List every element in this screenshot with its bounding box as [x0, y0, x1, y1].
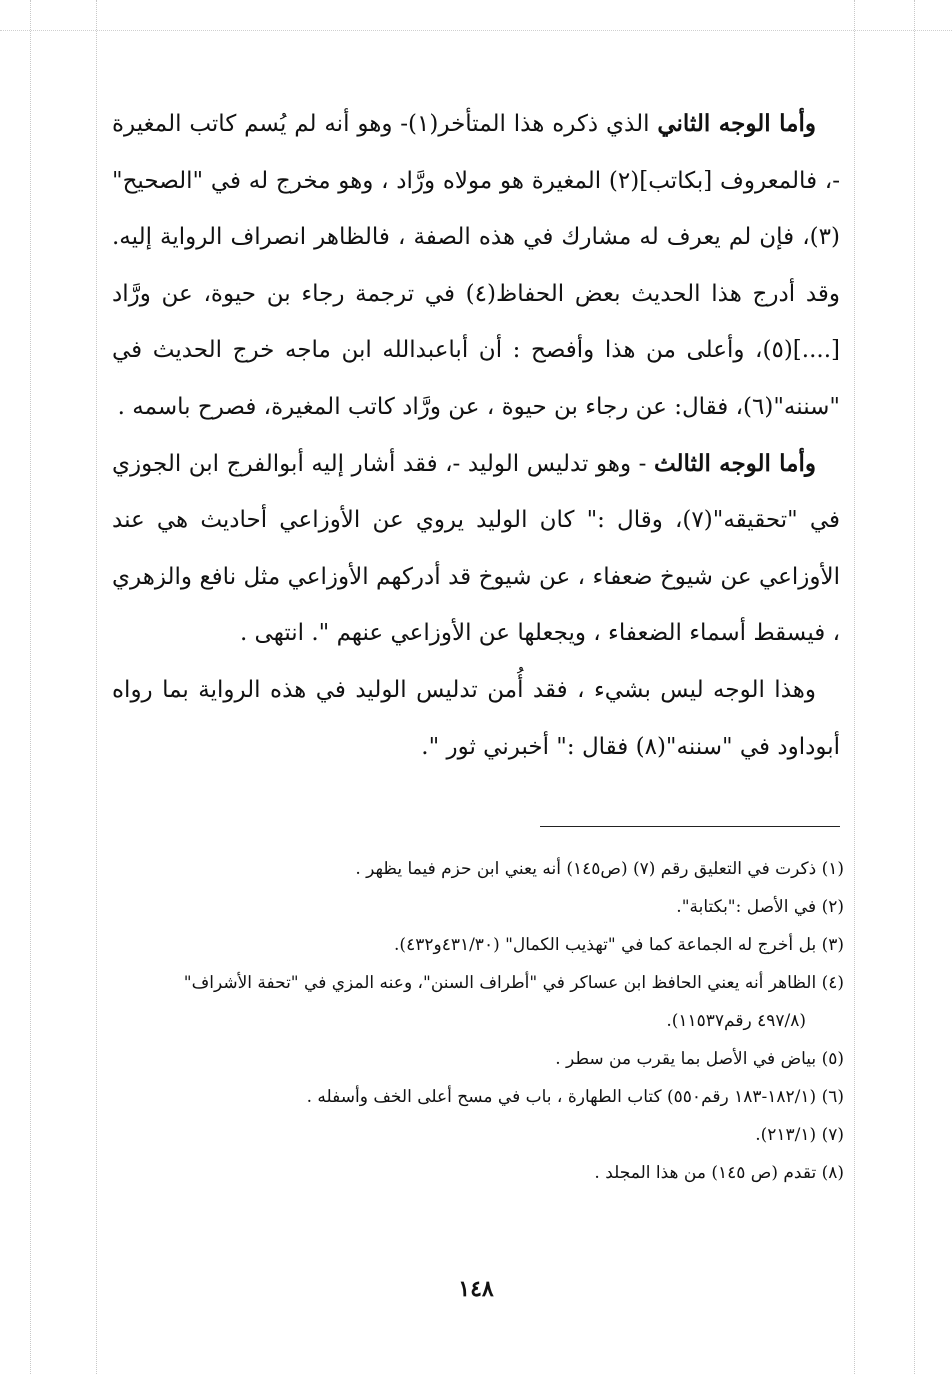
scan-guide-line — [30, 0, 31, 1374]
footnote-text-continuation: (٤٩٧/٨ رقم١١٥٣٧). — [666, 1011, 806, 1031]
footnote-text: (٢) في الأصل :"بكتابة". — [676, 897, 844, 917]
paragraph-lead: وأما الوجه الثالث — [653, 449, 816, 477]
footnote-5 — [112, 1040, 844, 1078]
paragraph-2 — [112, 436, 840, 662]
page-number: ١٤٨ — [458, 1276, 494, 1302]
footnote-text: (٤) الظاهر أنه يعني الحافظ ابن عساكر في "أطراف السنن"، وعنه المزي في "تحفة الأشراف" — [183, 973, 844, 993]
footnote-4 — [112, 964, 844, 1040]
footnote-text: (٨) تقدم (ص ١٤٥) من هذا المجلد . — [594, 1163, 844, 1183]
footnote-text: (١) ذكرت في التعليق رقم (٧) (ص١٤٥) أنه يعني ابن حزم فيما يظهر . — [355, 859, 844, 879]
footnote-1 — [112, 850, 844, 888]
main-text — [112, 96, 840, 775]
footnote-text: (٥) بياض في الأصل بما يقرب من سطر . — [555, 1049, 844, 1069]
scan-guide-line — [914, 0, 915, 1374]
paragraph-3 — [112, 662, 840, 775]
scan-guide-line — [854, 0, 855, 1374]
paragraph-body: - وهو تدليس الوليد -، فقد أشار إليه أبوالفرج ابن الجوزي في "تحقيقه"(٧)، وقال :" كان الوليد يروي عن الأوزاعي أحاديث هي عند الأوزاعي عن شيوخ ضعفاء ، عن شيوخ قد أدركهم الأوزاعي مثل نافع والزهري ، فيسقط أسماء الضعفاء ، ويجعلها عن الأوزاعي عنهم ". انتهى . — [112, 450, 840, 647]
paragraph-lead: وأما الوجه الثاني — [657, 110, 816, 137]
footnotes — [112, 850, 844, 1192]
footnote-6 — [112, 1078, 844, 1116]
footnote-text: (٣) بل أخرج له الجماعة كما في "تهذيب الكمال" (٤٣١/٣٠و٤٣٢). — [394, 935, 844, 955]
footnote-text: (٧) (٢١٣/١). — [755, 1125, 844, 1145]
footnote-8 — [112, 1154, 844, 1192]
scan-guide-line — [96, 0, 97, 1374]
footnote-2 — [112, 888, 844, 926]
scan-guide-line — [0, 30, 952, 31]
paragraph-body: الذي ذكره هذا المتأخر(١)- وهو أنه لم يُسم كاتب المغيرة -، فالمعروف [بكاتب](٢) المغيرة هو مولاه ورَّاد ، وهو مخرج له في "الصحيح"(٣)، فإن لم يعرف له مشارك في هذه الصفة ، فالظاهر انصراف الرواية إليه. وقد أدرج هذا الحديث بعض الحفاظ(٤) في ترجمة رجاء بن حيوة، عن ورَّاد [....](٥)، وأعلى من هذا وأفصح : أن أباعبدالله ابن ماجه خرج الحديث في "سننه"(٦)، فقال: عن رجاء بن حيوة ، عن ورَّاد كاتب المغيرة، فصرح باسمه . — [112, 111, 840, 420]
paragraph-body: وهذا الوجه ليس بشيء ، فقد أُمن تدليس الوليد في هذه الرواية بما رواه أبوداود في "سننه"(٨) فقال :" أخبرني ثور ". — [112, 676, 840, 760]
paragraph-1 — [112, 96, 840, 436]
footnote-7 — [112, 1116, 844, 1154]
footnote-separator — [540, 826, 840, 827]
footnote-text: (٦) (١٨٢/١-١٨٣ رقم٥٥٠) كتاب الطهارة ، باب في مسح أعلى الخف وأسفله . — [306, 1087, 844, 1107]
footnote-3 — [112, 926, 844, 964]
